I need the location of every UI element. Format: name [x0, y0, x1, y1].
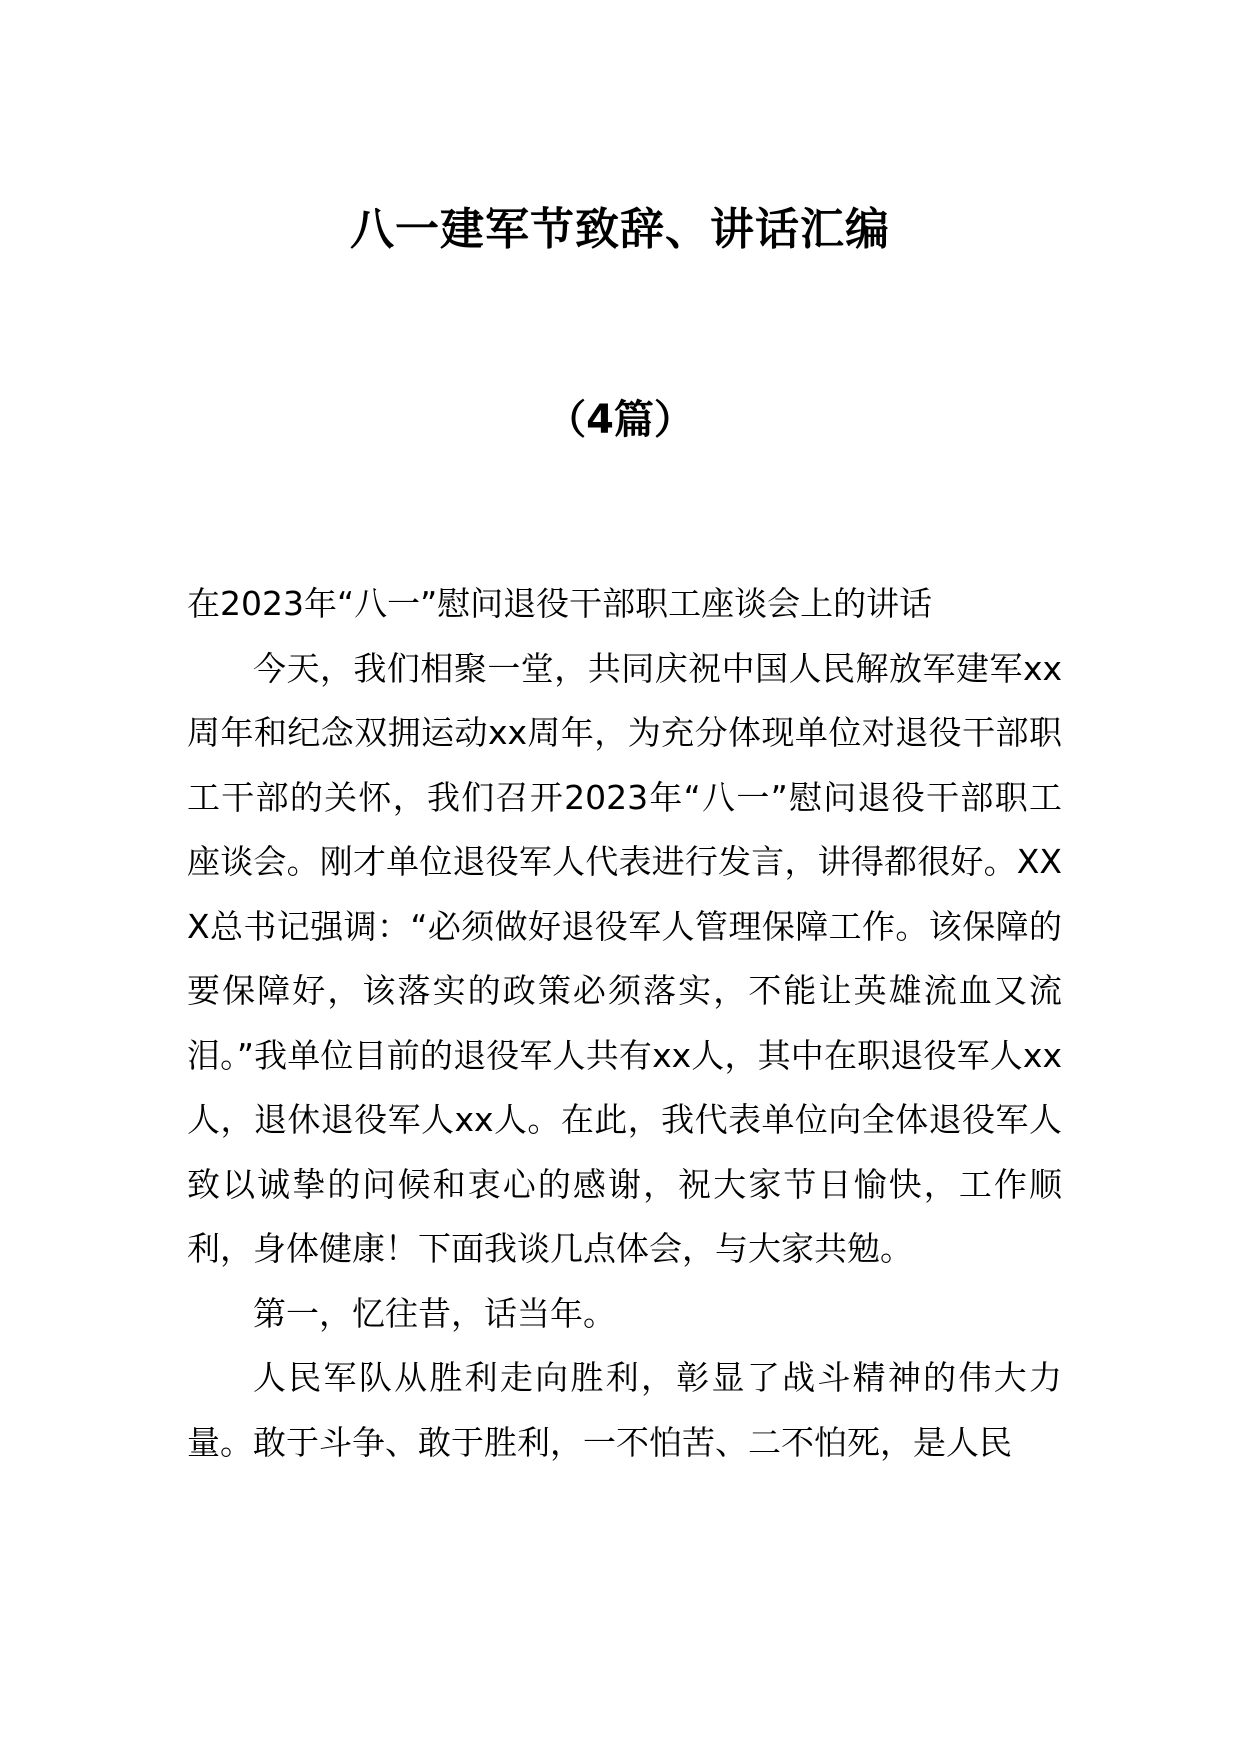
document-body — [187, 572, 1062, 1475]
body-paragraph-3: 人民军队从胜利走向胜利，彰显了战斗精神的伟大力量。敢于斗争、敢于胜利，一不怕苦、二不怕死，是人民 — [187, 1358, 1062, 1462]
body-paragraph-1: 今天，我们相聚一堂，共同庆祝中国人民解放军建军xx周年和纪念双拥运动xx周年，为充分体现单位对退役干部职工干部的关怀，我们召开2023年“八一”慰问退役干部职工座谈会。刚才单位退役军人代表进行发言，讲得都很好。XXX总书记强调：“必须做好退役军人管理保障工作。该保障的要保障好，该落实的政策必须落实，不能让英雄流血又流泪。”我单位目前的退役军人共有xx人，其中在职退役军人xx人，退休退役军人xx人。在此，我代表单位向全体退役军人致以诚挚的问候和衷心的感谢，祝大家节日愉快，工作顺利，身体健康！下面我谈几点体会，与大家共勉。 — [187, 648, 1062, 1268]
document-subtitle: （4篇） — [546, 397, 694, 443]
section-heading: 在2023年“八一”慰问退役干部职工座谈会上的讲话 — [187, 584, 933, 623]
body-paragraph-2: 第一，忆往昔，话当年。 — [253, 1293, 616, 1333]
document-title: 八一建军节致辞、讲话汇编 — [350, 204, 890, 255]
